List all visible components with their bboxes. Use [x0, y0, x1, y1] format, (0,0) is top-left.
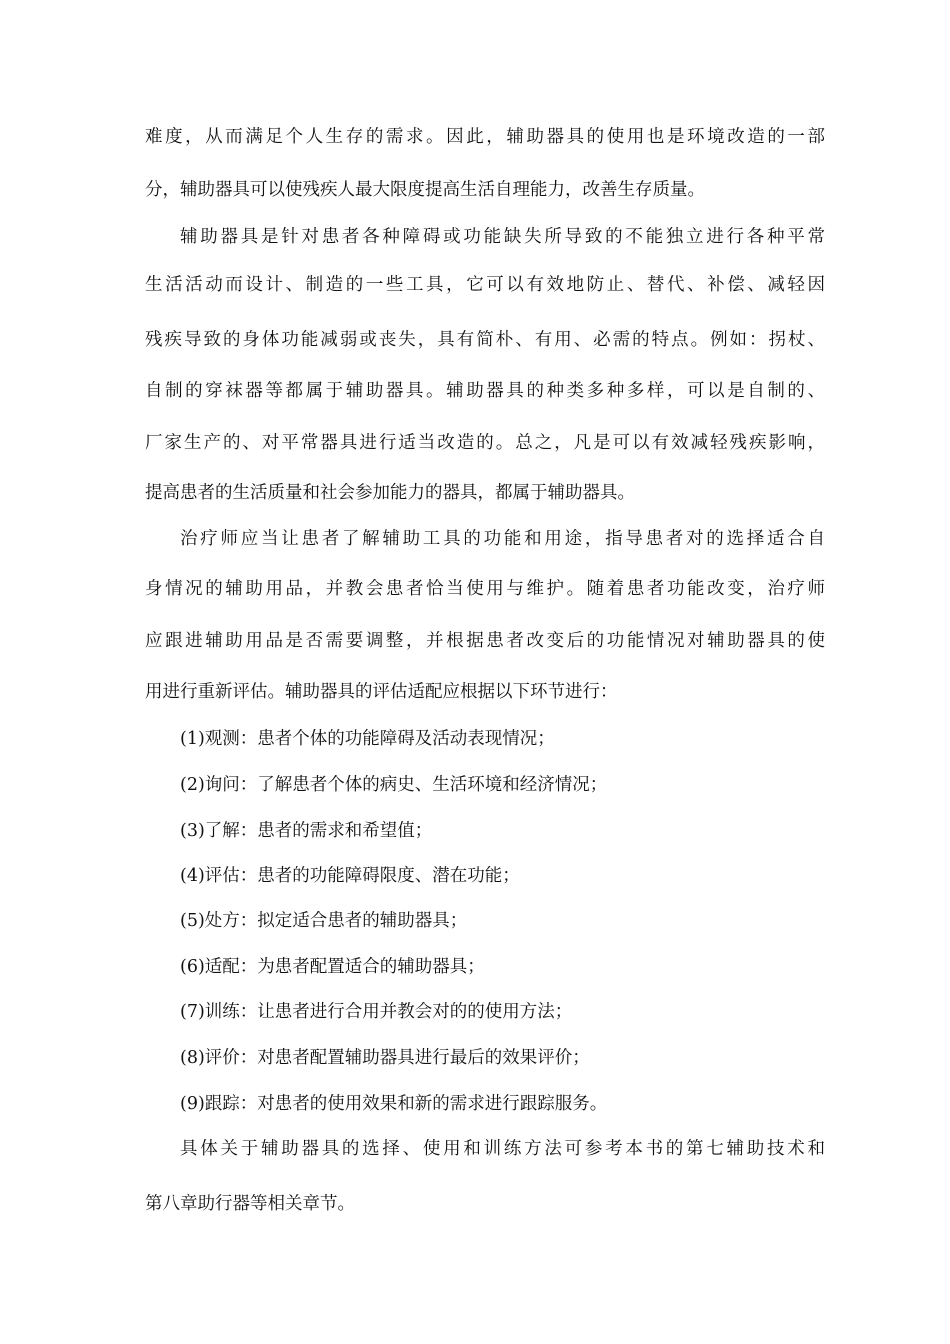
paragraph-1-line-2: 分，辅助器具可以使残疾人最大限度提高生活自理能力，改善生存质量。: [145, 180, 705, 200]
step-item-2: (2)询问：了解患者个体的病史、生活环境和经济情况；: [180, 775, 608, 795]
paragraph-3-line-4: 用进行重新评估。辅助器具的评估适配应根据以下环节进行：: [145, 682, 618, 702]
step-item-8: (8)评价：对患者配置辅助器具进行最后的效果评价；: [180, 1048, 590, 1068]
paragraph-2-line-5: 厂家生产的、对平常器具进行适当改造的。总之，凡是可以有效减轻残疾影响，: [145, 433, 825, 453]
step-item-9: (9)跟踪：对患者的使用效果和新的需求进行跟踪服务。: [180, 1094, 608, 1114]
paragraph-3-line-2: 身情况的辅助用品，并教会患者恰当使用与维护。随着患者功能改变，治疗师: [145, 579, 825, 599]
paragraph-2-line-6: 提高患者的生活质量和社会参加能力的器具，都属于辅助器具。: [145, 483, 635, 503]
step-item-5: (5)处方：拟定适合患者的辅助器具；: [180, 911, 468, 931]
paragraph-2-line-3: 残疾导致的身体功能减弱或丧失，具有简朴、有用、必需的特点。例如：拐杖、: [145, 330, 825, 350]
paragraph-3-line-3: 应跟进辅助用品是否需要调整，并根据患者改变后的功能情况对辅助器具的使: [145, 631, 825, 651]
step-item-4: (4)评估：患者的功能障碍限度、潜在功能；: [180, 866, 520, 886]
step-item-6: (6)适配：为患者配置适合的辅助器具；: [180, 957, 485, 977]
paragraph-3-line-1: 治疗师应当让患者了解辅助工具的功能和用途，指导患者对的选择适合自: [180, 529, 825, 549]
step-item-1: (1)观测：患者个体的功能障碍及活动表现情况；: [180, 729, 555, 749]
paragraph-2-line-1: 辅助器具是针对患者各种障碍或功能缺失所导致的不能独立进行各种平常: [180, 227, 825, 247]
paragraph-2-line-2: 生活活动而设计、制造的一些工具，它可以有效地防止、替代、补偿、减轻因: [145, 275, 825, 295]
closing-paragraph-line-1: 具体关于辅助器具的选择、使用和训练方法可参考本书的第七辅助技术和: [180, 1139, 825, 1159]
paragraph-2-line-4: 自制的穿袜器等都属于辅助器具。辅助器具的种类多种多样，可以是自制的、: [145, 381, 825, 401]
paragraph-1-line-1: 难度，从而满足个人生存的需求。因此，辅助器具的使用也是环境改造的一部: [145, 127, 825, 147]
closing-paragraph-line-2: 第八章助行器等相关章节。: [145, 1194, 355, 1214]
step-item-7: (7)训练：让患者进行合用并教会对的的使用方法；: [180, 1002, 573, 1022]
step-item-3: (3)了解：患者的需求和希望值；: [180, 821, 433, 841]
